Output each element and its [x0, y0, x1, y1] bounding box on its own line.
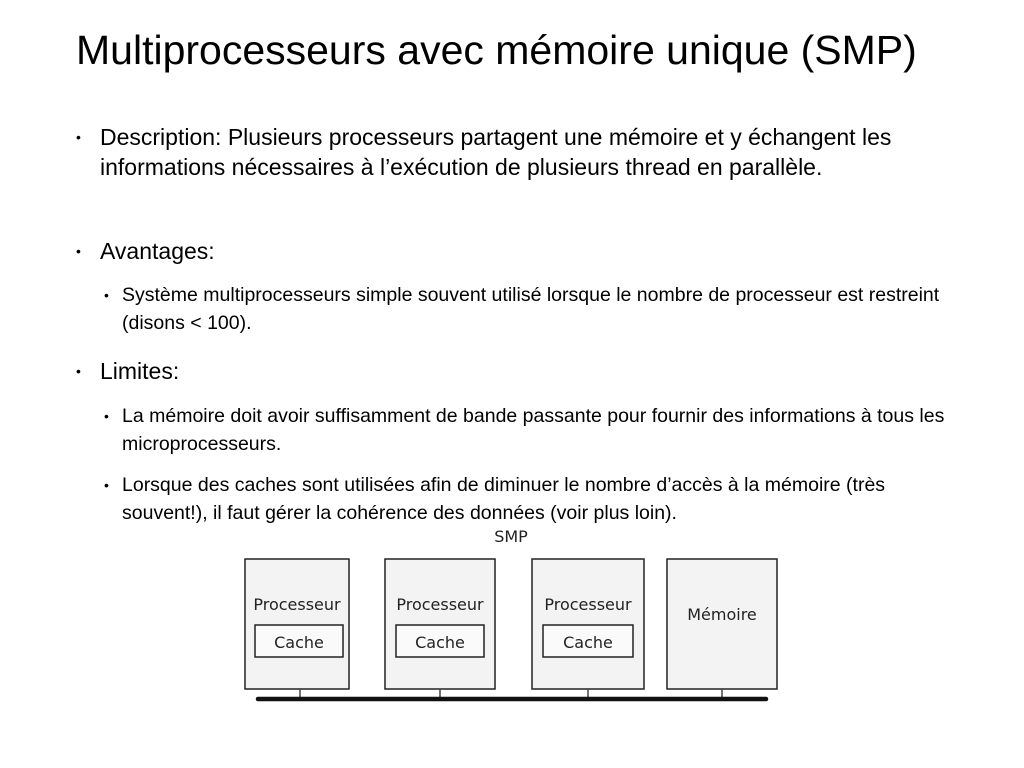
bullet-text: Limites: — [100, 358, 180, 384]
processor-label: Processeur — [253, 595, 341, 614]
cache-label: Cache — [563, 633, 613, 652]
cache-label: Cache — [415, 633, 465, 652]
bullet-glyph: • — [76, 363, 81, 379]
cache-label: Cache — [274, 633, 324, 652]
bullet-glyph: • — [104, 477, 109, 493]
bullet-text: Description: Plusieurs processeurs partagent une mémoire et y échangent les informations nécessaires à l’exécution de plusieurs thread en parallèle. — [100, 124, 892, 180]
smp-diagram — [0, 520, 1024, 720]
sub-bullet-text: La mémoire doit avoir suffisamment de bande passante pour fournir des informations à tous les microprocesseurs. — [122, 405, 945, 455]
sub-bullet-text: Système multiprocesseurs simple souvent utilisé lorsque le nombre de processeur est restreint (disons < 100). — [122, 284, 940, 334]
bullet-glyph: • — [76, 129, 81, 145]
processor-box — [532, 559, 644, 698]
smp-diagram-svg — [0, 520, 1024, 720]
processor-label: Processeur — [544, 595, 632, 614]
memory-label: Mémoire — [687, 605, 757, 624]
bullet-glyph: • — [104, 287, 109, 303]
slide-title: Multiprocesseurs avec mémoire unique (SMP) — [76, 27, 917, 73]
bullet-glyph: • — [104, 408, 109, 424]
bullet-text: Avantages: — [100, 238, 215, 264]
sub-bullet-text: Lorsque des caches sont utilisées afin de diminuer le nombre d’accès à la mémoire (très souvent!), il faut gérer la cohérence des données (voir plus loin). — [122, 474, 886, 524]
processor-box — [245, 559, 349, 698]
bullet-glyph: • — [76, 243, 81, 259]
processor-label: Processeur — [396, 595, 484, 614]
diagram-title: SMP — [494, 527, 528, 546]
memory-box — [667, 559, 777, 698]
processor-box — [385, 559, 495, 698]
